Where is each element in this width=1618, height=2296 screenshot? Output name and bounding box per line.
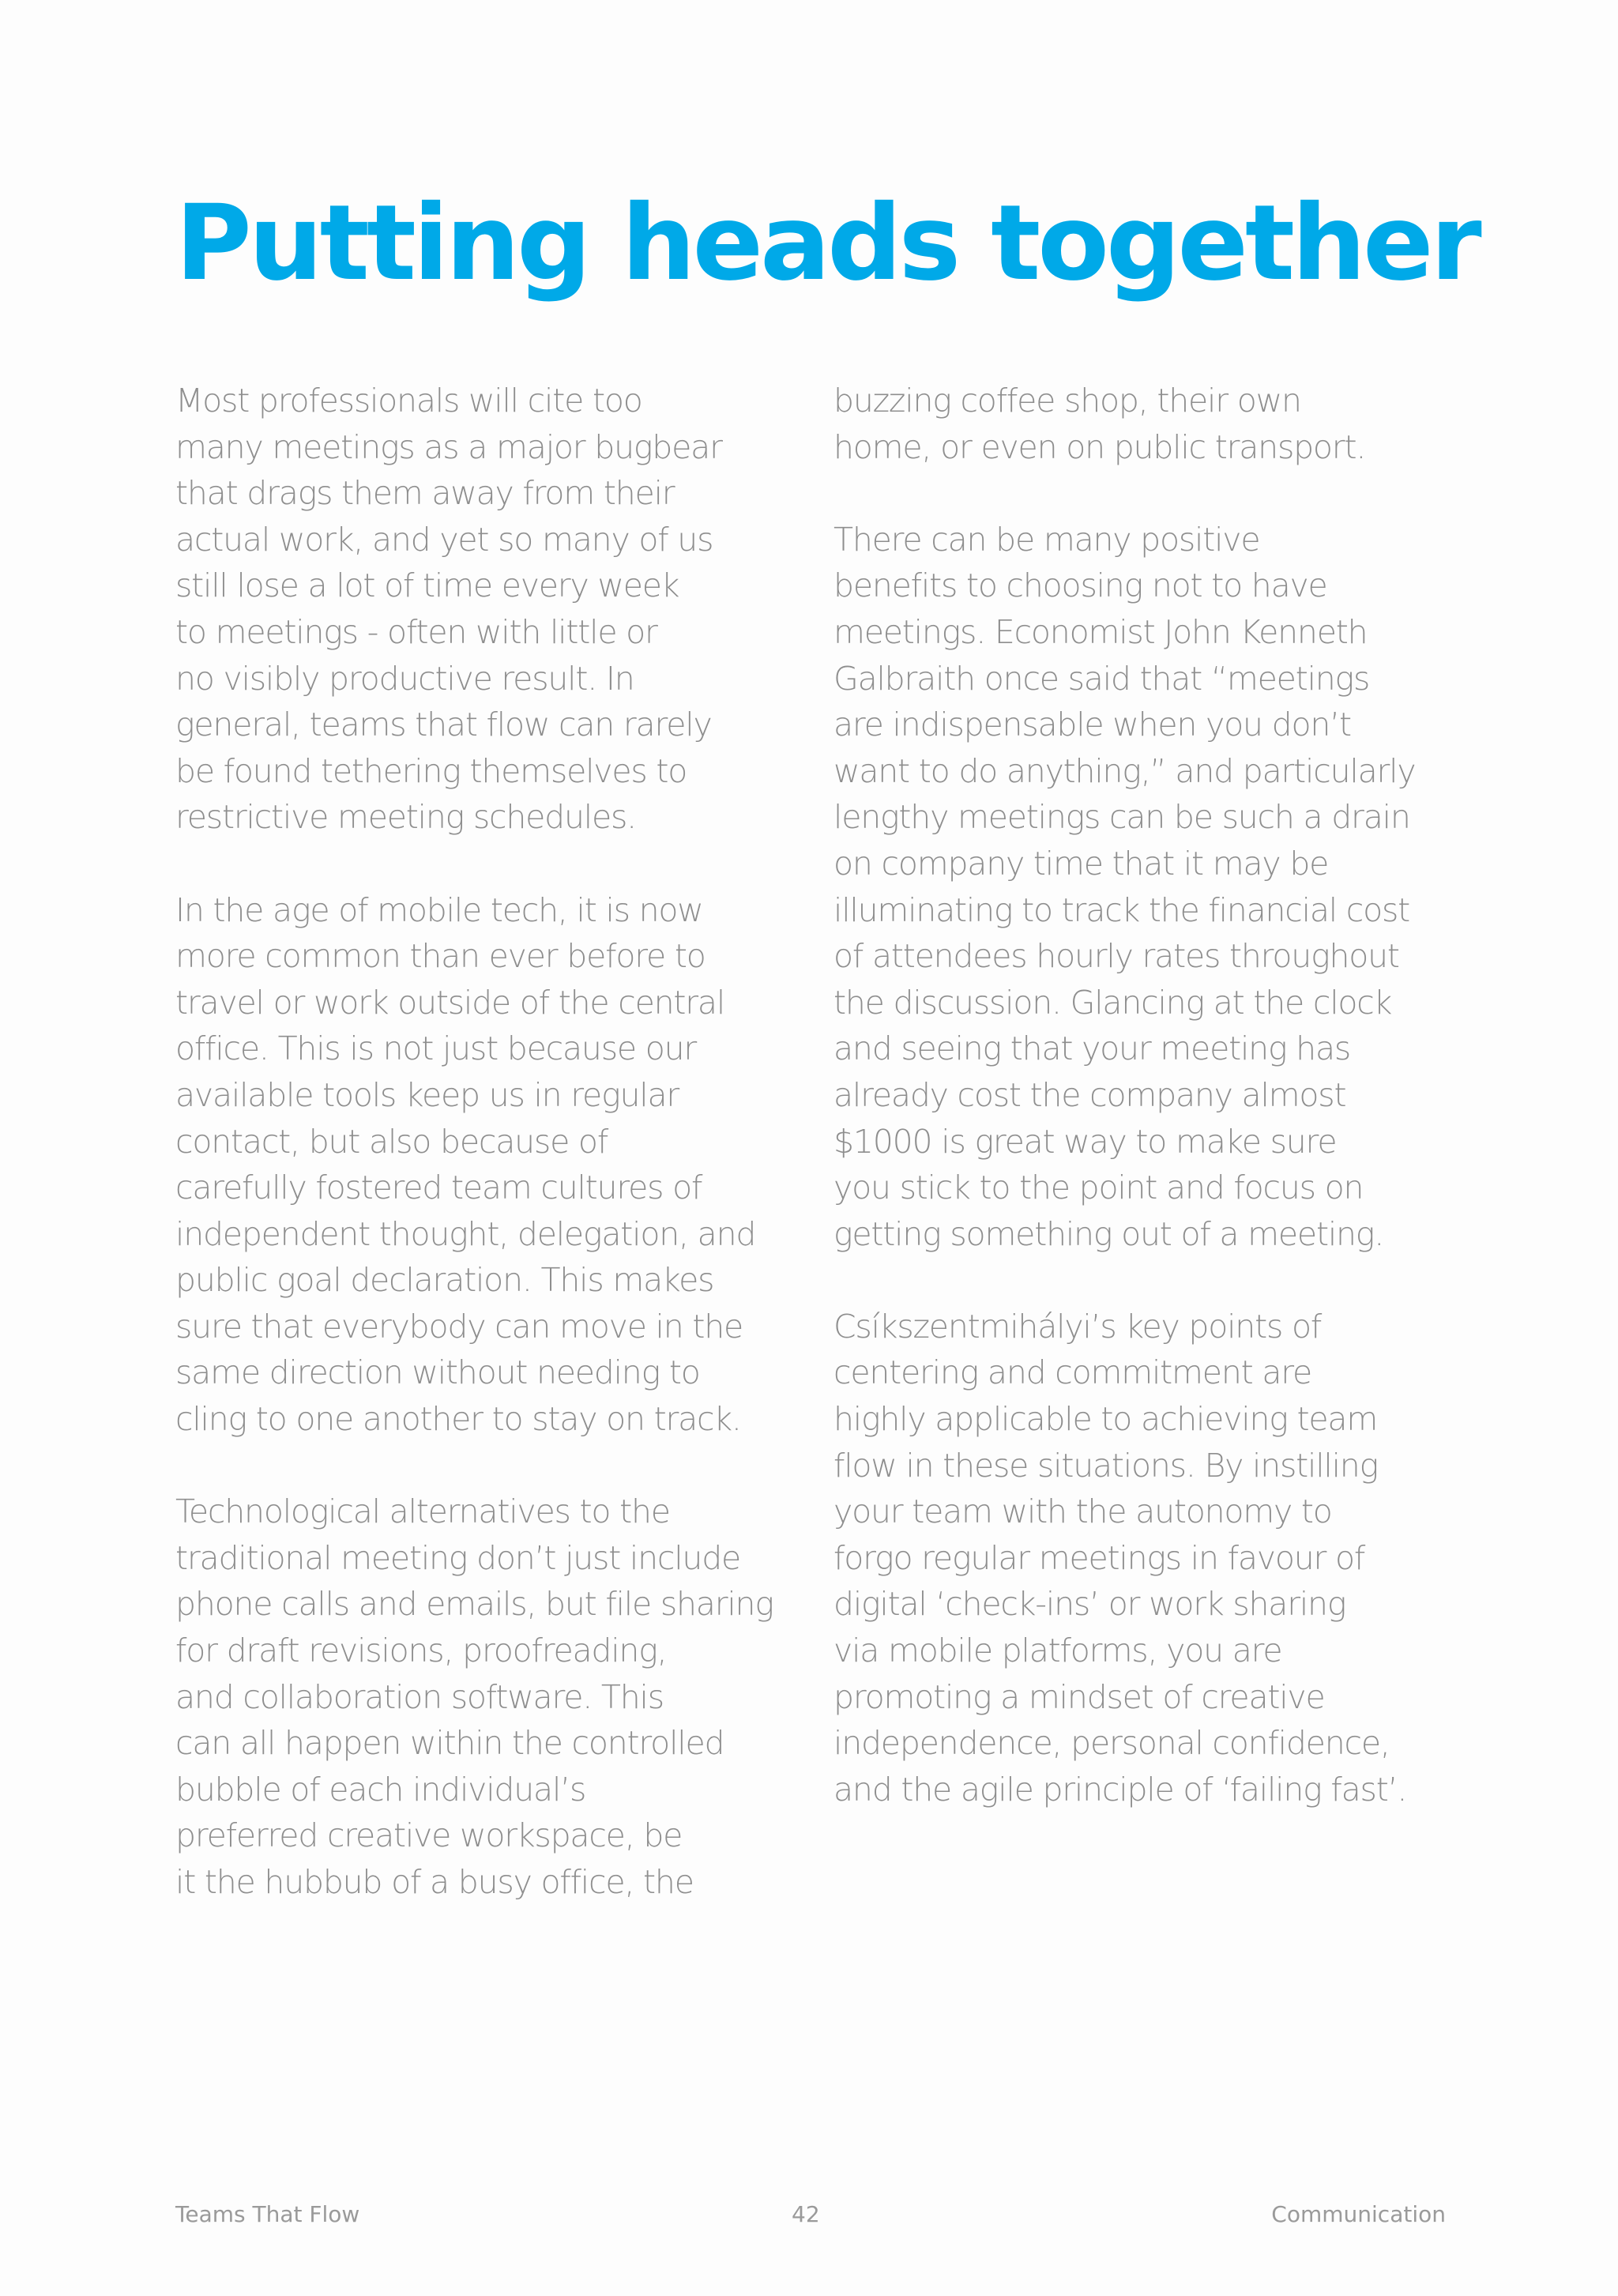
body-text-line: on company time that it may be	[833, 844, 1329, 883]
body-text-line: $1000 is great way to make sure	[833, 1122, 1337, 1161]
body-text-line: for draft revisions, proofreading,	[175, 1632, 667, 1670]
text-column-left	[175, 378, 807, 1906]
body-text-line: public goal declaration. This makes	[175, 1261, 714, 1300]
body-text-line: via mobile platforms, you are	[833, 1632, 1282, 1670]
paragraph-gap	[175, 1443, 807, 1489]
body-text-line: actual work, and yet so many of us	[175, 520, 713, 559]
footer-page-number: 42	[792, 2201, 820, 2227]
body-text-line: sure that everybody can move in the	[175, 1307, 743, 1346]
body-text-line: contact, but also because of	[175, 1122, 608, 1161]
body-text-line: and seeing that your meeting has	[833, 1029, 1351, 1068]
body-text-line: independence, personal confidence,	[833, 1724, 1390, 1763]
body-text-line: meetings. Economist John Kenneth	[833, 612, 1368, 651]
body-text-line: digital ‘check-ins’ or work sharing	[833, 1585, 1346, 1624]
body-text-line: no visibly productive result. In	[175, 659, 634, 698]
footer-book-title: Teams That Flow	[175, 2201, 360, 2227]
body-text-line: can all happen within the controlled	[175, 1724, 724, 1763]
body-text-line: and the agile principle of ‘failing fast’.	[833, 1770, 1407, 1809]
body-text-line: getting something out of a meeting.	[833, 1214, 1384, 1253]
body-text-line: already cost the company almost	[833, 1075, 1346, 1114]
body-text-line: you stick to the point and focus on	[833, 1169, 1364, 1207]
body-text-line: Technological alternatives to the	[175, 1492, 670, 1531]
body-text-line: Csíkszentmihályi’s key points of	[833, 1307, 1322, 1346]
body-text-line: be found tethering themselves to	[175, 751, 687, 790]
body-text-line: benefits to choosing not to have	[833, 566, 1327, 605]
body-text-line: want to do anything,” and particularly	[833, 751, 1416, 790]
body-text-line: preferred creative workspace, be	[175, 1816, 683, 1855]
body-text-line: Galbraith once said that “meetings	[833, 659, 1370, 698]
body-text-line: bubble of each individual’s	[175, 1770, 586, 1809]
body-text-line: centering and commitment are	[833, 1353, 1312, 1392]
body-text-line: carefully fostered team cultures of	[175, 1169, 702, 1207]
body-text-line: same direction without needing to	[175, 1353, 700, 1392]
body-text-line: are indispensable when you don’t	[833, 706, 1351, 744]
footer-section-name: Communication	[1271, 2201, 1446, 2227]
paragraph-gap	[175, 841, 807, 887]
body-text-line: independent thought, delegation, and	[175, 1214, 756, 1253]
body-text-line: There can be many positive	[833, 520, 1260, 559]
paragraph-gap	[833, 1257, 1466, 1304]
body-text-line: phone calls and emails, but file sharing	[175, 1585, 773, 1624]
body-text-line: cling to one another to stay on track.	[175, 1400, 741, 1439]
body-text-line: many meetings as a major bugbear	[175, 427, 722, 466]
body-text-line: general, teams that flow can rarely	[175, 706, 712, 744]
body-text-line: forgo regular meetings in favour of	[833, 1538, 1365, 1577]
body-text-line: to meetings - often with little or	[175, 612, 657, 651]
body-text-line: of attendees hourly rates throughout	[833, 937, 1399, 976]
body-text-line: that drags them away from their	[175, 474, 675, 513]
body-text-line: and collaboration software. This	[175, 1677, 664, 1716]
page-title: Putting heads together	[175, 183, 1479, 304]
body-text-line: buzzing coffee shop, their own	[833, 382, 1301, 420]
body-text-line: available tools keep us in regular	[175, 1075, 679, 1114]
body-text-line: illuminating to track the financial cost	[833, 890, 1410, 929]
body-text-line: promoting a mindset of creative	[833, 1677, 1325, 1716]
body-text-line: lengthy meetings can be such a drain	[833, 798, 1410, 837]
body-text-line: still lose a lot of time every week	[175, 566, 679, 605]
text-column-right	[833, 378, 1466, 1812]
body-text-line: your team with the autonomy to	[833, 1492, 1332, 1531]
body-text-line: traditional meeting don’t just include	[175, 1538, 741, 1577]
body-text-line: more common than ever before to	[175, 937, 706, 976]
body-text-line: travel or work outside of the central	[175, 983, 725, 1022]
body-text-line: restrictive meeting schedules.	[175, 798, 637, 837]
body-text-line: flow in these situations. By instilling	[833, 1446, 1378, 1485]
body-text-line: Most professionals will cite too	[175, 382, 642, 420]
body-text-line: it the hubbub of a busy office, the	[175, 1863, 694, 1901]
body-text-line: office. This is not just because our	[175, 1029, 697, 1068]
body-text-line: home, or even on public transport.	[833, 427, 1366, 466]
body-text-line: the discussion. Glancing at the clock	[833, 983, 1392, 1022]
body-text-line: In the age of mobile tech, it is now	[175, 890, 703, 929]
paragraph-gap	[833, 470, 1466, 517]
body-text-line: highly applicable to achieving team	[833, 1400, 1378, 1439]
